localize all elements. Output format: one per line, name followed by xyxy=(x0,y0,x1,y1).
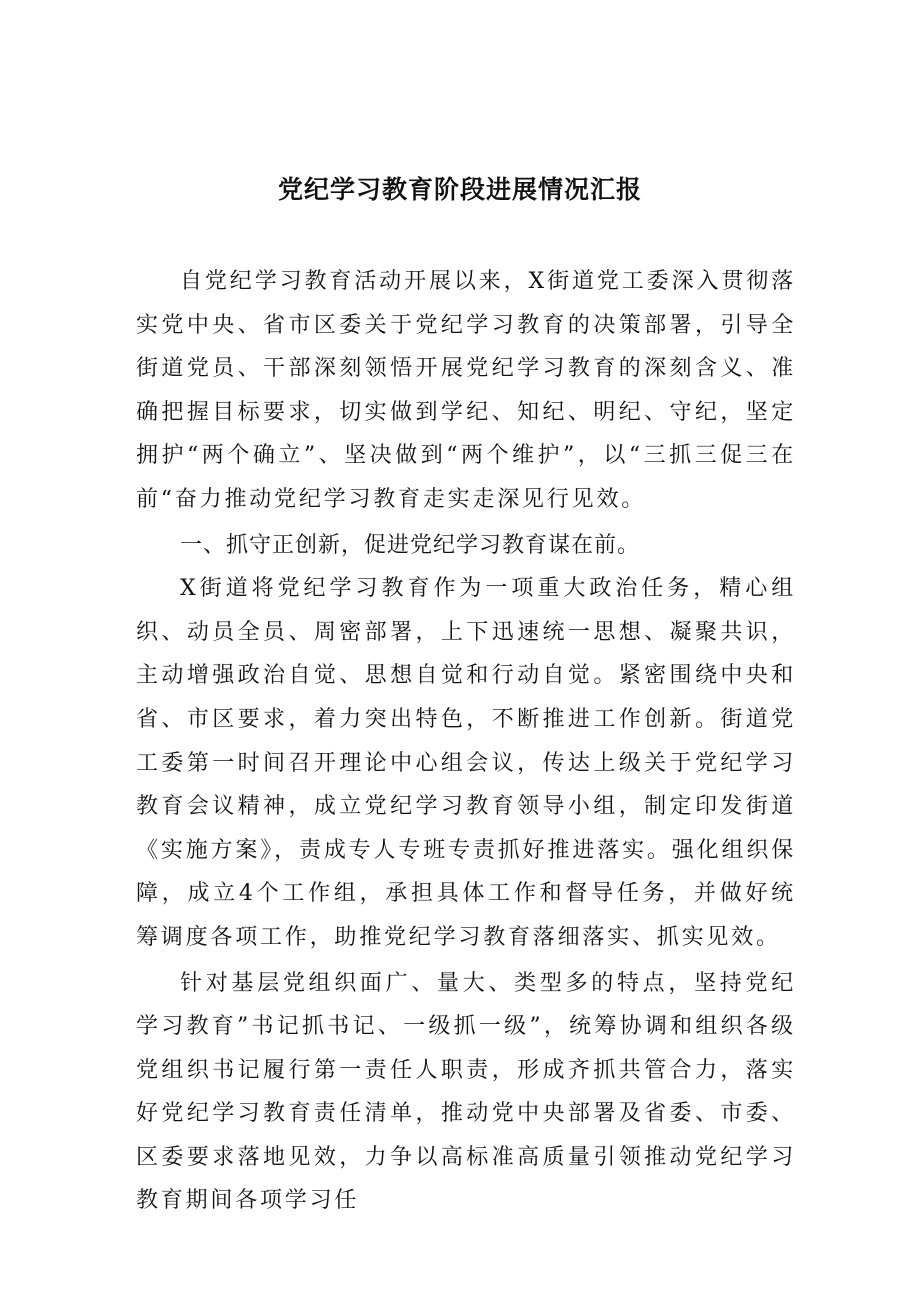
section-paragraph: X街道将党纪学习教育作为一项重大政治任务，精心组织、动员全员、周密部署，上下迅速统一思想、凝聚共识，主动增强政治自觉、思想自觉和行动自觉。紧密围绕中央和省、市区要求，着力突出特色，不断推进工作创新。街道党工委第一时间召开理论中心组会议，传达上级关于党纪学习教育会议精神，成立党纪学习教育领导小组，制定印发街道《实施方案》，责成专人专班专责抓好推进落实。强化组织保障，成立4个工作组，承担具体工作和督导任务，并做好统筹调度各项工作，助推党纪学习教育落细落实、抓实见效。 xyxy=(136,576,796,950)
document-body xyxy=(136,260,796,1223)
document-title: 党纪学习教育阶段进展情况汇报 xyxy=(277,175,642,204)
section-heading: 一、抓守正创新，促进党纪学习教育谋在前。 xyxy=(180,532,641,558)
intro-paragraph: 自党纪学习教育活动开展以来，X街道党工委深入贯彻落实党中央、省市区委关于党纪学习教育的决策部署，引导全街道党员、干部深刻领悟开展党纪学习教育的深刻含义、准确把握目标要求，切实做到学纪、知纪、明纪、守纪，坚定拥护“两个确立”、坚决做到“两个维护”，以“三抓三促三在前“奋力推动党纪学习教育走实走深见行见效。 xyxy=(136,269,796,512)
section-paragraph: 针对基层党组织面广、量大、类型多的特点，坚持党纪学习教育”书记抓书记、一级抓一级”，统筹协调和组织各级党组织书记履行第一责任人职责，形成齐抓共管合力，落实好党纪学习教育责任清单，推动党中央部署及省委、市委、区委要求落地见效，力争以高标准高质量引领推动党纪学习教育期间各项学习任 xyxy=(136,970,796,1214)
